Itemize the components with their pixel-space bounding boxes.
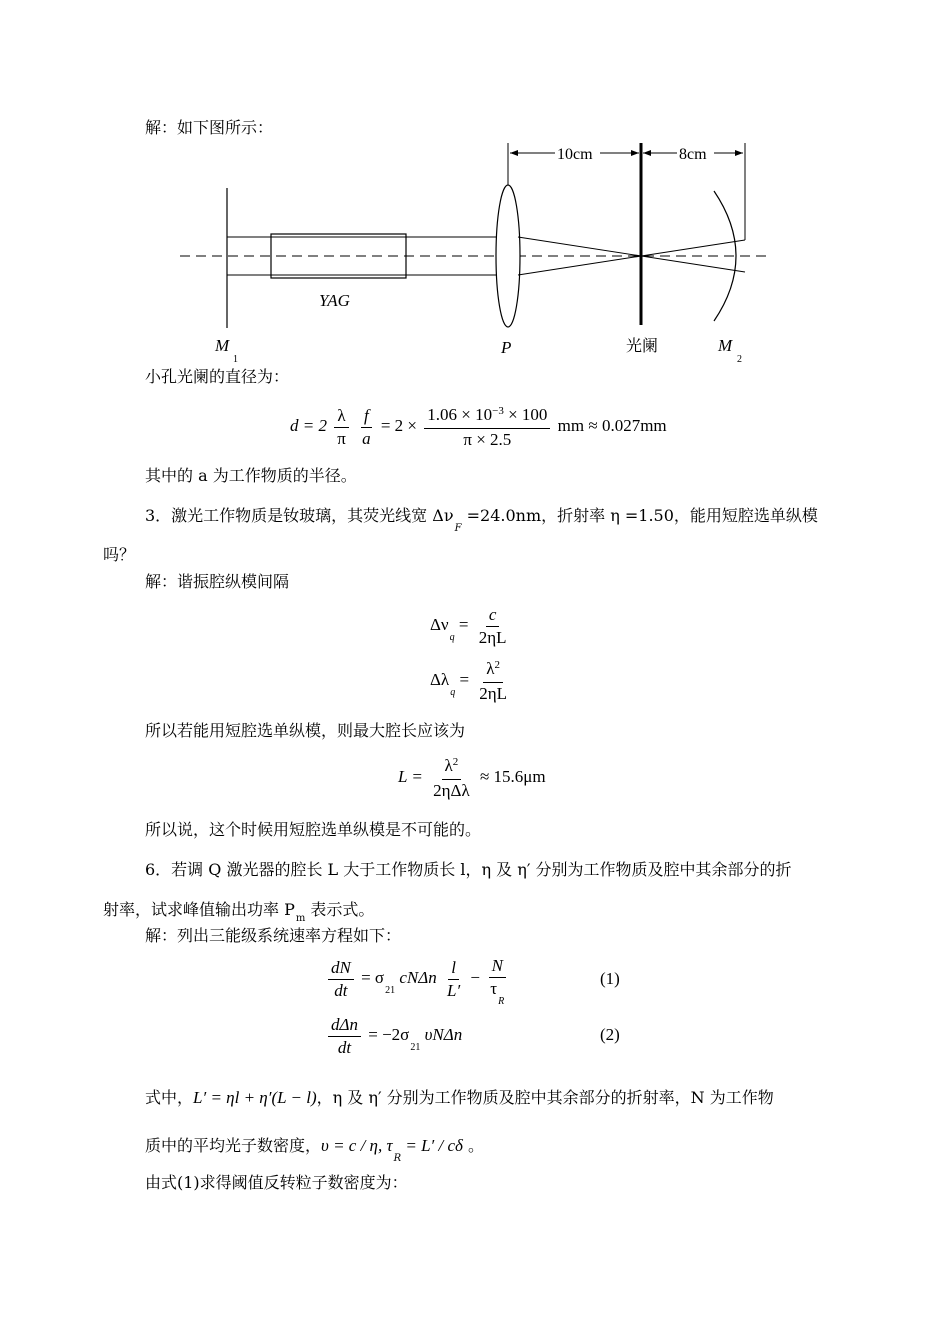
lens-p	[496, 185, 520, 327]
aperture-label: 光阑	[626, 338, 659, 355]
equation-L: L = $\frac{\lambda^2}{\text{2ηΔλ}}$ ≈ 15.6μm	[398, 755, 546, 800]
where-line-1: 式中，L′ = ηl + η′(L − l)，η 及 η′ 分别为工作物质及腔中其余部分的折射率，N 为工作物	[145, 1088, 774, 1107]
equation-tag-1: (1)	[600, 969, 620, 988]
equation-delta-lambda: $\Delta\lambda_q$ = $\frac{\lambda^2}{2\eta L}$	[430, 658, 508, 703]
threshold-line: 由式(1)求得阈值反转粒子数密度为：	[145, 1173, 408, 1192]
q3-line2: 吗？	[103, 545, 136, 564]
equation-delta-nu: $\Delta\nu_q$ = $\frac{c}{2\eta L}$	[430, 604, 507, 647]
a-note: 其中的 a 为工作物质的半径。	[145, 466, 357, 485]
q3-line1: 3．激光工作物质是钕玻璃，其荧光线宽 $\Delta\nu_F =24.0nm$，折射率 η =1.50，能用短腔选单纵模	[145, 506, 818, 534]
yag-label: YAG	[319, 291, 350, 310]
m2-label: M	[718, 336, 733, 355]
aperture-heading: 小孔光阑的直径为：	[145, 367, 290, 386]
sol3-intro: 解：谐振腔纵模间隔	[145, 572, 290, 591]
m1-subscript: 1	[233, 354, 238, 365]
beam-upper	[518, 237, 745, 272]
where-line-2: 质中的平均光子数密度，υ = c / η, $\tau_R = L' / c\delta$ 。	[145, 1136, 485, 1164]
rate-equation-2: $\frac{\text{dΔn}}{dt}$ = $-2\sigma_{21}$ υNΔn	[325, 1012, 462, 1061]
sol3-end: 所以说，这个时候用短腔选单纵模是不可能的。	[145, 820, 482, 839]
p-label: P	[501, 338, 512, 357]
sol3-mid: 所以若能用短腔选单纵模，则最大腔长应该为	[145, 721, 466, 740]
m1-label: M	[215, 336, 230, 355]
equation-tag-2: (2)	[600, 1025, 620, 1044]
dim-8cm-label: 8cm	[679, 146, 707, 163]
solution-intro: 解：如下图所示：	[145, 118, 274, 137]
beam-lower	[518, 240, 745, 275]
q6-line1: 6．若调 Q 激光器的腔长 L 大于工作物质长 l，η 及 η′ 分别为工作物质及腔中其余部分的折	[145, 860, 792, 879]
q6-line2: 射率，试求峰值输出功率 $P_m$ 表示式。	[103, 900, 375, 924]
m2-subscript: 2	[737, 354, 742, 365]
dim-10cm-label: 10cm	[557, 146, 593, 163]
optical-cavity-diagram	[0, 0, 950, 380]
yag-rod	[271, 234, 406, 278]
sol6-intro: 解：列出三能级系统速率方程如下：	[145, 926, 402, 945]
equation-d: d = 2 $\frac{\lambda}{\pi}$ $\frac{f}{a}$ = 2 × $\frac{1.06 \times 10^{-3} \times 100}{\pi \times 2.5}$ mm ≈ 0.027mm	[290, 404, 667, 449]
rate-equation-1: $\frac{dN}{dt}$ = $\sigma_{21}$ cNΔn $\frac{l}{L'}$ − $\frac{N}{\tau_R}$	[325, 955, 510, 1004]
